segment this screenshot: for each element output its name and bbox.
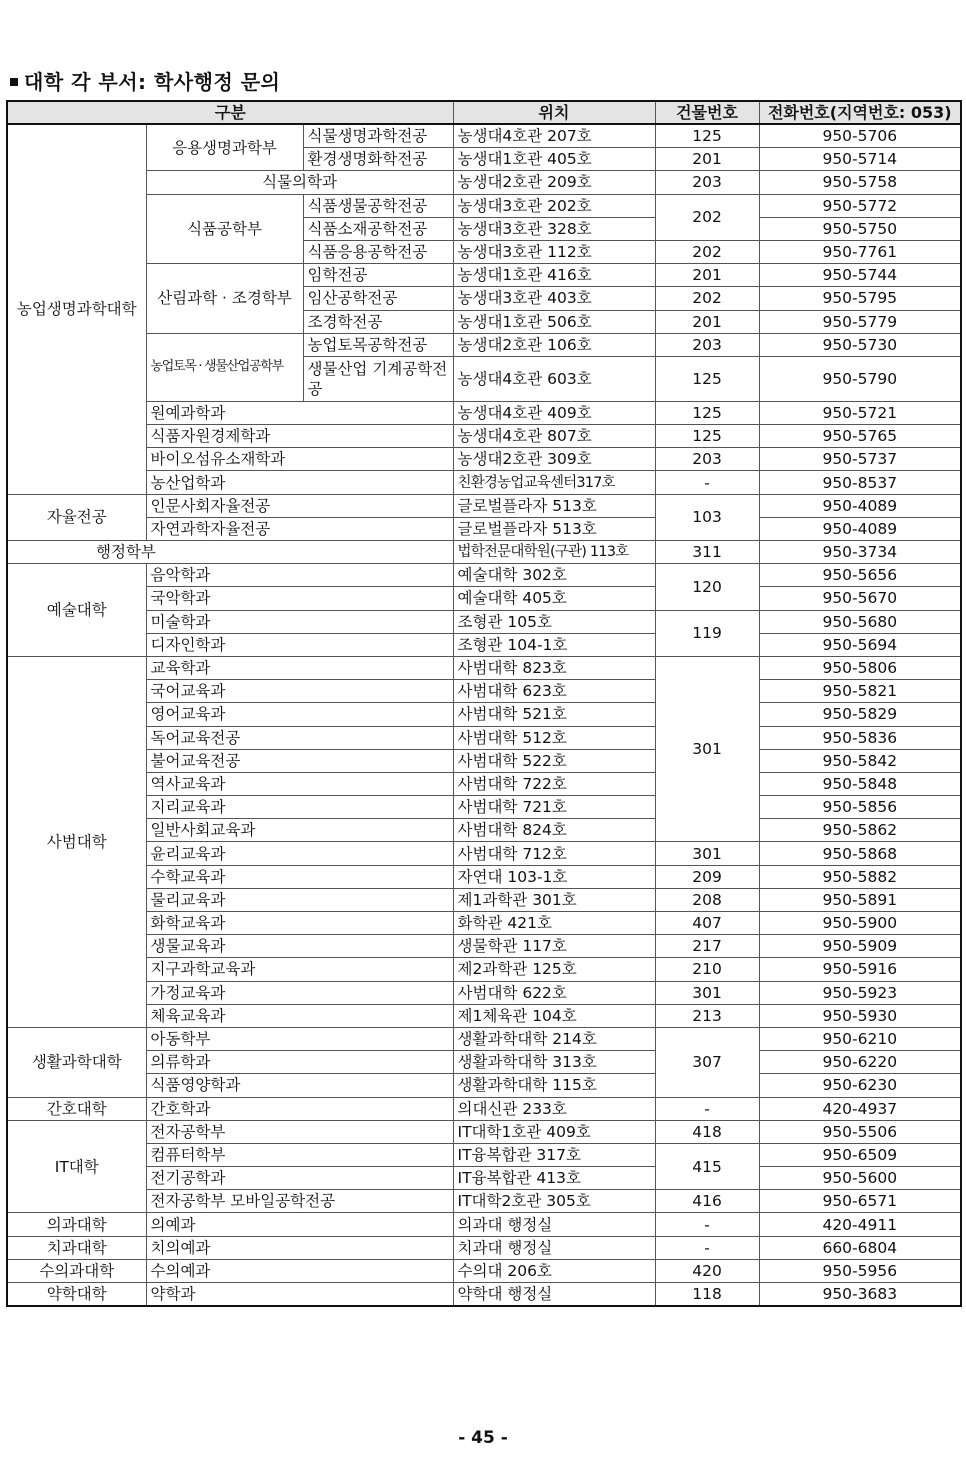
table-row: [7, 401, 961, 424]
phone-cell: 950-6210: [759, 1027, 961, 1050]
phone-cell: 950-5836: [759, 726, 961, 749]
dept-cell: 화학교육과: [146, 912, 453, 935]
location-cell: 화학관 421호: [453, 912, 655, 935]
location-cell: IT대학2호관 305호: [453, 1190, 655, 1213]
building-cell: -: [655, 1097, 759, 1120]
phone-cell: 950-5772: [759, 194, 961, 217]
table-row: [7, 680, 961, 703]
dept-cell: 미술학과: [146, 610, 453, 633]
table-row: [7, 819, 961, 842]
dept-cell: 간호학과: [146, 1097, 453, 1120]
building-cell: 103: [655, 494, 759, 540]
table-row: [7, 1027, 961, 1050]
location-cell: 약학대 행정실: [453, 1283, 655, 1307]
table-row: [7, 541, 961, 564]
dept-cell: 자연과학자율전공: [146, 517, 453, 540]
table-row: [7, 1190, 961, 1213]
dept-cell: 응용생명과학부: [146, 124, 303, 171]
dept-cell: 전자공학부: [146, 1120, 453, 1143]
location-cell: 제1체육관 104호: [453, 1004, 655, 1027]
dept-cell: 디자인학과: [146, 633, 453, 656]
dept-cell: 역사교육과: [146, 772, 453, 795]
phone-cell: 950-5891: [759, 888, 961, 911]
dept-cell: 국악학과: [146, 587, 453, 610]
table-row: [7, 935, 961, 958]
college-cell: 생활과학대학: [7, 1027, 146, 1097]
dept-cell: 국어교육과: [146, 680, 453, 703]
phone-cell: 950-5758: [759, 171, 961, 194]
location-cell: 농생대3호관 112호: [453, 240, 655, 263]
dept-cell: 식물의학과: [146, 171, 453, 194]
building-cell: 208: [655, 888, 759, 911]
dept-cell: 식품영양학과: [146, 1074, 453, 1097]
location-cell: 사범대학 824호: [453, 819, 655, 842]
dept-cell: 산림과학 · 조경학부: [146, 264, 303, 334]
table-row: [7, 1236, 961, 1259]
phone-cell: 950-5790: [759, 356, 961, 401]
table-row: [7, 726, 961, 749]
phone-cell: 950-5714: [759, 148, 961, 171]
location-cell: 사범대학 722호: [453, 772, 655, 795]
phone-cell: 950-3683: [759, 1283, 961, 1307]
dept-cell: 농업토목 · 생물산업공학부: [146, 333, 303, 401]
phone-cell: 950-5656: [759, 564, 961, 587]
table-row: [7, 888, 961, 911]
phone-cell: 950-5916: [759, 958, 961, 981]
building-cell: 125: [655, 401, 759, 424]
header-phone: 전화번호(지역번호: 053): [759, 101, 961, 124]
dept-cell: 윤리교육과: [146, 842, 453, 865]
phone-cell: 950-5737: [759, 448, 961, 471]
table-row: [7, 471, 961, 494]
phone-cell: 950-6509: [759, 1143, 961, 1166]
building-cell: 301: [655, 656, 759, 842]
building-cell: 203: [655, 171, 759, 194]
phone-cell: 950-5765: [759, 425, 961, 448]
major-cell: 식품응용공학전공: [303, 240, 453, 263]
building-cell: 217: [655, 935, 759, 958]
table-row: [7, 981, 961, 1004]
table-row: [7, 1167, 961, 1190]
phone-cell: 950-5806: [759, 656, 961, 679]
table-row: [7, 1097, 961, 1120]
dept-cell: 전자공학부 모바일공학전공: [146, 1190, 453, 1213]
phone-cell: 950-5923: [759, 981, 961, 1004]
building-cell: 301: [655, 981, 759, 1004]
location-cell: 제1과학관 301호: [453, 888, 655, 911]
location-cell: 생물학관 117호: [453, 935, 655, 958]
phone-cell: 950-5882: [759, 865, 961, 888]
building-cell: 119: [655, 610, 759, 656]
table-row: [7, 264, 961, 287]
location-cell: IT융복합관 413호: [453, 1167, 655, 1190]
table-row: [7, 1120, 961, 1143]
building-cell: 202: [655, 240, 759, 263]
table-row: [7, 610, 961, 633]
phone-cell: 950-5795: [759, 287, 961, 310]
location-cell: 농생대2호관 309호: [453, 448, 655, 471]
location-cell: 자연대 103-1호: [453, 865, 655, 888]
dept-cell: 음악학과: [146, 564, 453, 587]
location-cell: 사범대학 712호: [453, 842, 655, 865]
major-cell: 임학전공: [303, 264, 453, 287]
location-cell: 예술대학 405호: [453, 587, 655, 610]
location-cell: 농생대3호관 328호: [453, 217, 655, 240]
building-cell: 407: [655, 912, 759, 935]
table-row: [7, 796, 961, 819]
location-cell: 농생대1호관 506호: [453, 310, 655, 333]
header-category: 구분: [7, 101, 453, 124]
building-cell: -: [655, 1213, 759, 1236]
building-cell: 201: [655, 264, 759, 287]
phone-cell: 950-5744: [759, 264, 961, 287]
building-cell: -: [655, 471, 759, 494]
location-cell: 사범대학 512호: [453, 726, 655, 749]
college-cell: 수의과대학: [7, 1259, 146, 1282]
dept-cell: 일반사회교육과: [146, 819, 453, 842]
table-row: [7, 772, 961, 795]
building-cell: 418: [655, 1120, 759, 1143]
dept-cell: 전기공학과: [146, 1167, 453, 1190]
phone-cell: 950-5821: [759, 680, 961, 703]
phone-cell: 950-5670: [759, 587, 961, 610]
location-cell: 글로벌플라자 513호: [453, 494, 655, 517]
table-row: [7, 425, 961, 448]
location-cell: 사범대학 823호: [453, 656, 655, 679]
phone-cell: 950-5779: [759, 310, 961, 333]
dept-cell: 농산업학과: [146, 471, 453, 494]
dept-cell: 식품자원경제학과: [146, 425, 453, 448]
location-cell: 생활과학대학 115호: [453, 1074, 655, 1097]
location-cell: 사범대학 721호: [453, 796, 655, 819]
college-cell: 약학대학: [7, 1283, 146, 1307]
major-cell: 생물산업 기계공학전공: [303, 356, 453, 401]
table-row: [7, 749, 961, 772]
table-row: [7, 1051, 961, 1074]
table-row: [7, 1074, 961, 1097]
college-cell: 간호대학: [7, 1097, 146, 1120]
location-cell: 조형관 105호: [453, 610, 655, 633]
phone-cell: 660-6804: [759, 1236, 961, 1259]
location-cell: 사범대학 622호: [453, 981, 655, 1004]
building-cell: 201: [655, 148, 759, 171]
college-cell: 농업생명과학대학: [7, 124, 146, 494]
location-cell: 의대신관 233호: [453, 1097, 655, 1120]
table-row: [7, 587, 961, 610]
table-row: [7, 494, 961, 517]
location-cell: 농생대2호관 209호: [453, 171, 655, 194]
location-cell: IT융복합관 317호: [453, 1143, 655, 1166]
location-cell: 글로벌플라자 513호: [453, 517, 655, 540]
page-number: - 45 -: [458, 1428, 508, 1448]
phone-cell: 950-5856: [759, 796, 961, 819]
building-cell: 125: [655, 425, 759, 448]
major-cell: 식물생명과학전공: [303, 124, 453, 148]
dept-cell: 식품공학부: [146, 194, 303, 264]
college-cell: 자율전공: [7, 494, 146, 540]
phone-cell: 950-6571: [759, 1190, 961, 1213]
location-cell: 예술대학 302호: [453, 564, 655, 587]
building-cell: 202: [655, 194, 759, 240]
location-cell: 치과대 행정실: [453, 1236, 655, 1259]
location-cell: 조형관 104-1호: [453, 633, 655, 656]
building-cell: 120: [655, 564, 759, 610]
location-cell: 생활과학대학 214호: [453, 1027, 655, 1050]
contact-table: [6, 100, 962, 1307]
phone-cell: 950-5506: [759, 1120, 961, 1143]
location-cell: 의과대 행정실: [453, 1213, 655, 1236]
table-row: [7, 194, 961, 217]
major-cell: 식품생물공학전공: [303, 194, 453, 217]
phone-cell: 950-5706: [759, 124, 961, 148]
location-cell: 사범대학 522호: [453, 749, 655, 772]
phone-cell: 950-5842: [759, 749, 961, 772]
dept-cell: 지리교육과: [146, 796, 453, 819]
phone-cell: 950-7761: [759, 240, 961, 263]
dept-cell: 원예과학과: [146, 401, 453, 424]
dept-cell: 의류학과: [146, 1051, 453, 1074]
phone-cell: 950-4089: [759, 494, 961, 517]
phone-cell: 950-5829: [759, 703, 961, 726]
college-cell: 의과대학: [7, 1213, 146, 1236]
building-cell: 203: [655, 333, 759, 356]
dept-cell: 컴퓨터학부: [146, 1143, 453, 1166]
building-cell: 301: [655, 842, 759, 865]
dept-cell: 물리교육과: [146, 888, 453, 911]
table-row: [7, 448, 961, 471]
location-cell: 법학전문대학원(구관) 113호: [453, 541, 655, 564]
header-location: 위치: [453, 101, 655, 124]
location-cell: 친환경농업교육센터317호: [453, 471, 655, 494]
phone-cell: 950-5909: [759, 935, 961, 958]
table-row: [7, 842, 961, 865]
location-cell: 수의대 206호: [453, 1259, 655, 1282]
phone-cell: 950-5900: [759, 912, 961, 935]
phone-cell: 950-4089: [759, 517, 961, 540]
table-row: [7, 703, 961, 726]
table-row: [7, 656, 961, 679]
major-cell: 환경생명화학전공: [303, 148, 453, 171]
header-building: 건물번호: [655, 101, 759, 124]
table-row: [7, 1259, 961, 1282]
phone-cell: 420-4911: [759, 1213, 961, 1236]
phone-cell: 950-5956: [759, 1259, 961, 1282]
phone-cell: 950-6230: [759, 1074, 961, 1097]
building-cell: 125: [655, 124, 759, 148]
phone-cell: 950-8537: [759, 471, 961, 494]
table-row: [7, 171, 961, 194]
location-cell: 농생대3호관 403호: [453, 287, 655, 310]
college-cell: 사범대학: [7, 656, 146, 1027]
table-row: [7, 1213, 961, 1236]
dept-cell: 의예과: [146, 1213, 453, 1236]
major-cell: 농업토목공학전공: [303, 333, 453, 356]
dept-cell: 아동학부: [146, 1027, 453, 1050]
college-cell: IT대학: [7, 1120, 146, 1213]
college-cell: 행정학부: [7, 541, 453, 564]
location-cell: 농생대1호관 405호: [453, 148, 655, 171]
location-cell: IT대학1호관 409호: [453, 1120, 655, 1143]
dept-cell: 치의예과: [146, 1236, 453, 1259]
table-row: [7, 1143, 961, 1166]
building-cell: -: [655, 1236, 759, 1259]
table-row: [7, 124, 961, 148]
phone-cell: 950-5721: [759, 401, 961, 424]
dept-cell: 생물교육과: [146, 935, 453, 958]
building-cell: 415: [655, 1143, 759, 1189]
phone-cell: 950-5868: [759, 842, 961, 865]
building-cell: 210: [655, 958, 759, 981]
location-cell: 농생대3호관 202호: [453, 194, 655, 217]
location-cell: 생활과학대학 313호: [453, 1051, 655, 1074]
building-cell: 202: [655, 287, 759, 310]
phone-cell: 950-5600: [759, 1167, 961, 1190]
major-cell: 식품소재공학전공: [303, 217, 453, 240]
location-cell: 농생대1호관 416호: [453, 264, 655, 287]
building-cell: 213: [655, 1004, 759, 1027]
phone-cell: 950-5750: [759, 217, 961, 240]
building-cell: 307: [655, 1027, 759, 1097]
phone-cell: 950-5680: [759, 610, 961, 633]
location-cell: 농생대4호관 603호: [453, 356, 655, 401]
phone-cell: 950-5930: [759, 1004, 961, 1027]
dept-cell: 불어교육전공: [146, 749, 453, 772]
location-cell: 사범대학 521호: [453, 703, 655, 726]
table-row: [7, 958, 961, 981]
dept-cell: 영어교육과: [146, 703, 453, 726]
dept-cell: 수학교육과: [146, 865, 453, 888]
college-cell: 예술대학: [7, 564, 146, 657]
table-row: [7, 333, 961, 356]
location-cell: 제2과학관 125호: [453, 958, 655, 981]
table-row: [7, 517, 961, 540]
dept-cell: 교육학과: [146, 656, 453, 679]
square-bullet-icon: [10, 78, 18, 86]
table-row: [7, 1004, 961, 1027]
location-cell: 농생대4호관 807호: [453, 425, 655, 448]
major-cell: 임산공학전공: [303, 287, 453, 310]
dept-cell: 체육교육과: [146, 1004, 453, 1027]
table-row: [7, 912, 961, 935]
building-cell: 125: [655, 356, 759, 401]
dept-cell: 바이오섬유소재학과: [146, 448, 453, 471]
phone-cell: 420-4937: [759, 1097, 961, 1120]
table-row: [7, 865, 961, 888]
dept-cell: 지구과학교육과: [146, 958, 453, 981]
location-cell: 농생대4호관 409호: [453, 401, 655, 424]
building-cell: 420: [655, 1259, 759, 1282]
dept-cell: 인문사회자율전공: [146, 494, 453, 517]
table-header-row: [7, 101, 961, 124]
location-cell: 농생대2호관 106호: [453, 333, 655, 356]
dept-cell: 가정교육과: [146, 981, 453, 1004]
phone-cell: 950-5862: [759, 819, 961, 842]
building-cell: 201: [655, 310, 759, 333]
phone-cell: 950-5694: [759, 633, 961, 656]
dept-cell: 독어교육전공: [146, 726, 453, 749]
location-cell: 사범대학 623호: [453, 680, 655, 703]
building-cell: 416: [655, 1190, 759, 1213]
building-cell: 209: [655, 865, 759, 888]
phone-cell: 950-6220: [759, 1051, 961, 1074]
building-cell: 203: [655, 448, 759, 471]
table-row: [7, 633, 961, 656]
college-cell: 치과대학: [7, 1236, 146, 1259]
section-heading-text: 대학 각 부서: 학사행정 문의: [24, 70, 281, 94]
building-cell: 311: [655, 541, 759, 564]
phone-cell: 950-5848: [759, 772, 961, 795]
dept-cell: 약학과: [146, 1283, 453, 1307]
building-cell: 118: [655, 1283, 759, 1307]
contact-table-wrapper: [6, 100, 962, 1307]
major-cell: 조경학전공: [303, 310, 453, 333]
table-row: [7, 1283, 961, 1307]
table-row: [7, 564, 961, 587]
phone-cell: 950-3734: [759, 541, 961, 564]
phone-cell: 950-5730: [759, 333, 961, 356]
location-cell: 농생대4호관 207호: [453, 124, 655, 148]
dept-cell: 수의예과: [146, 1259, 453, 1282]
section-heading: [10, 66, 280, 95]
